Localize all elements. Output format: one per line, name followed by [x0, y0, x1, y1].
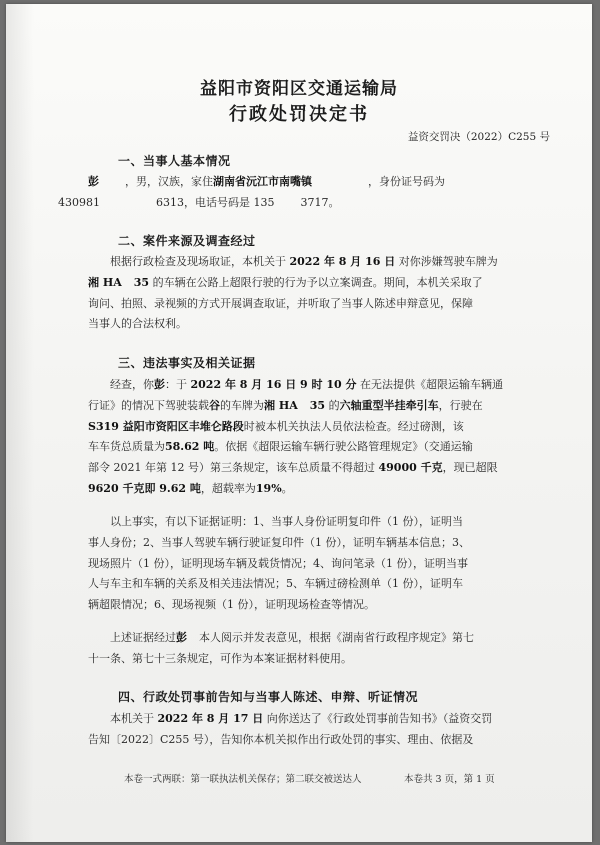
section-3-evidence: 以上事实，有以下证据证明：1、当事人身份证明复印件（1 份），证明当 事人身份；2、当事人驾驶车辆行驶证复印件（1 份），证明车辆基本信息；3、 现场照片（1 份），证明现场车辆及载货情况；4、询问笔录（1 份），证明当事 人与车主和车辆的关系及相关违法情况；5、车辆过磅检测单（1 份），证明车 辆超限情况；6、现场视频（1 份），证明现场检查等情况。 — [88, 515, 470, 612]
redaction — [275, 195, 301, 207]
document-page — [6, 4, 592, 842]
section-3-evidence-review: 上述证据经过彭 本人阅示并发表意见，根据《湖南省行政程序规定》第七 十一条、第七十三条规定，可作为本案证据材料使用。 — [88, 631, 474, 665]
redaction — [187, 630, 199, 642]
section-1-body: 彭 ，男，汉族，家住湖南省沅江市南嘴镇 ，身份证号码为 430981 6313，电话号码是 135 3717。 — [58, 175, 445, 209]
redaction — [298, 398, 310, 410]
footer-page-number: 本卷共 3 页，第 1 页 — [404, 774, 495, 785]
redaction — [100, 195, 156, 207]
section-2-body: 根据行政检查及现场取证，本机关于 2022 年 8 月 16 日 对你涉嫌驾驶车牌为 湘 HA 35 的车辆在公路上超限行驶的行为予以立案调查。期间，本机关采取了 询问、拍照、录视频的方式开展调查取证，并听取了当事人陈述申辩意见，保障 当事人的合法权利。 — [88, 255, 498, 331]
document-number: 益资交罚决（2022）C255 号 — [407, 131, 550, 143]
party-address: 湖南省沅江市南嘴镇 — [213, 175, 312, 188]
document-title: 行政处罚决定书 — [229, 104, 369, 125]
page-shadow — [6, 4, 34, 842]
redaction — [122, 275, 134, 287]
section-2-heading: 二、案件来源及调查经过 — [118, 234, 256, 248]
section-1-heading: 一、当事人基本情况 — [118, 154, 231, 168]
section-3-heading: 三、违法事实及相关证据 — [118, 356, 256, 370]
redaction — [312, 174, 368, 186]
party-name: 彭 — [88, 175, 99, 188]
section-3-facts: 经查，你彭：于 2022 年 8 月 16 日 9 时 10 分 在无法提供《超限运输车辆通 行证》的情况下驾驶装载谷的车牌为湘 HA 35 的六轴重型半挂牵引车，行驶在 S319 益阳市资阳区丰堆仑路段时被本机关执法人员依法检查。经过磅测，该 车车货总质量为58.62 吨。依据《超限运输车辆行驶公路管理规定》（交通运输 部令 2021 年第 12 号）第三条规定，该车总质量不得超过 49000 千克，现已超限 9620 千克即 9.62 吨，超载率为19%。 — [88, 378, 504, 495]
section-4-heading: 四、行政处罚事前告知与当事人陈述、申辩、听证情况 — [118, 690, 419, 704]
section-4-body: 本机关于 2022 年 8 月 17 日 向你送达了《行政处罚事前告知书》（益资交罚 告知〔2022〕C255 号），告知你本机关拟作出行政处罚的事实、理由、依据及 — [88, 712, 493, 746]
agency-title: 益阳市资阳区交通运输局 — [200, 79, 398, 99]
footer-copies-note: 本卷一式两联：第一联执法机关保存；第二联交被送达人 — [124, 774, 362, 785]
vehicle-plate: 湘 HA — [88, 275, 122, 289]
redaction — [99, 174, 125, 186]
